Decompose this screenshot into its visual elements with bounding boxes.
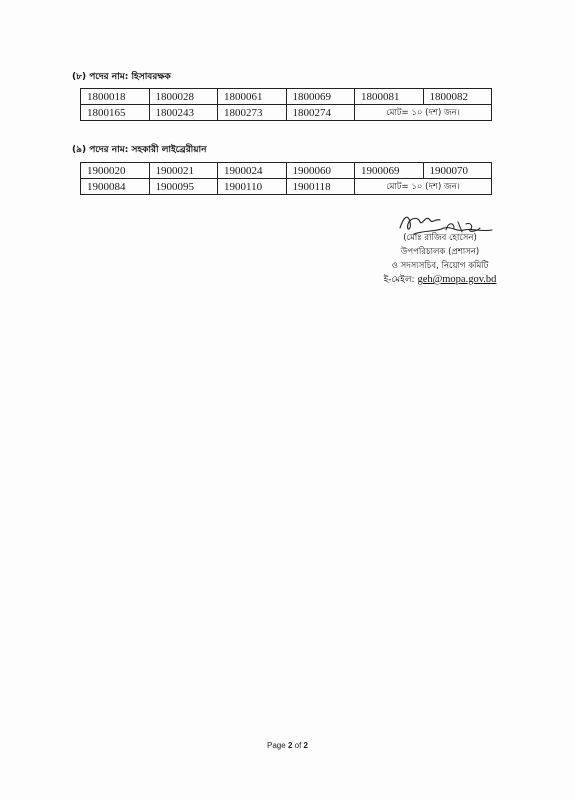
page-footer bbox=[0, 741, 575, 750]
total-cell: মোট= ১০ (দশ) জন। bbox=[355, 105, 492, 121]
footer-total-pages: 2 bbox=[303, 741, 308, 750]
signature-block bbox=[330, 231, 550, 287]
table-row bbox=[81, 179, 492, 195]
roll-cell: 1800082 bbox=[423, 89, 492, 105]
table-row bbox=[81, 105, 492, 121]
footer-current-page: 2 bbox=[287, 741, 293, 750]
roll-cell: 1800069 bbox=[286, 89, 355, 105]
roll-cell: 1900020 bbox=[81, 163, 150, 179]
roll-cell: 1900060 bbox=[286, 163, 355, 179]
roll-cell: 1900095 bbox=[149, 179, 218, 195]
roll-cell: 1900110 bbox=[218, 179, 287, 195]
roll-cell: 1800243 bbox=[149, 105, 218, 121]
email-link[interactable]: geh@mopa.gov.bd bbox=[417, 274, 497, 285]
roll-cell: 1900118 bbox=[286, 179, 355, 195]
total-cell: মোট= ১০ (দশ) জন। bbox=[355, 179, 492, 195]
section-heading-accountant: (৮) পদের নাম: হিসাবরক্ষক bbox=[72, 72, 171, 82]
roll-cell: 1900070 bbox=[423, 163, 492, 179]
roll-cell: 1900084 bbox=[81, 179, 150, 195]
section-heading-assistant-librarian: (৯) পদের নাম: সহকারী লাইব্রেরীয়ান bbox=[72, 145, 207, 155]
signatory-designation: উপপরিচালক (প্রশাসন) bbox=[400, 247, 480, 257]
roll-cell: 1800081 bbox=[355, 89, 424, 105]
roll-cell: 1800061 bbox=[218, 89, 287, 105]
footer-of-word: of bbox=[294, 741, 302, 750]
roll-cell: 1900069 bbox=[355, 163, 424, 179]
signatory-name: (মোঃ রাজিব হোসেন) bbox=[403, 233, 477, 243]
roll-table-accountant bbox=[80, 88, 492, 121]
email-label: ই-মেইল: bbox=[383, 275, 415, 285]
signatory-committee: ও সদস্যসচিব, নিয়োগ কমিটি bbox=[391, 261, 489, 271]
roll-cell: 1800274 bbox=[286, 105, 355, 121]
email-row bbox=[330, 273, 550, 287]
roll-cell: 1800028 bbox=[149, 89, 218, 105]
roll-cell: 1800165 bbox=[81, 105, 150, 121]
roll-table-assistant-librarian bbox=[80, 162, 492, 195]
table-row bbox=[81, 163, 492, 179]
roll-cell: 1900024 bbox=[218, 163, 287, 179]
footer-page-word: Page bbox=[267, 741, 286, 750]
roll-cell: 1900021 bbox=[149, 163, 218, 179]
table-row bbox=[81, 89, 492, 105]
roll-cell: 1800018 bbox=[81, 89, 150, 105]
roll-cell: 1800273 bbox=[218, 105, 287, 121]
